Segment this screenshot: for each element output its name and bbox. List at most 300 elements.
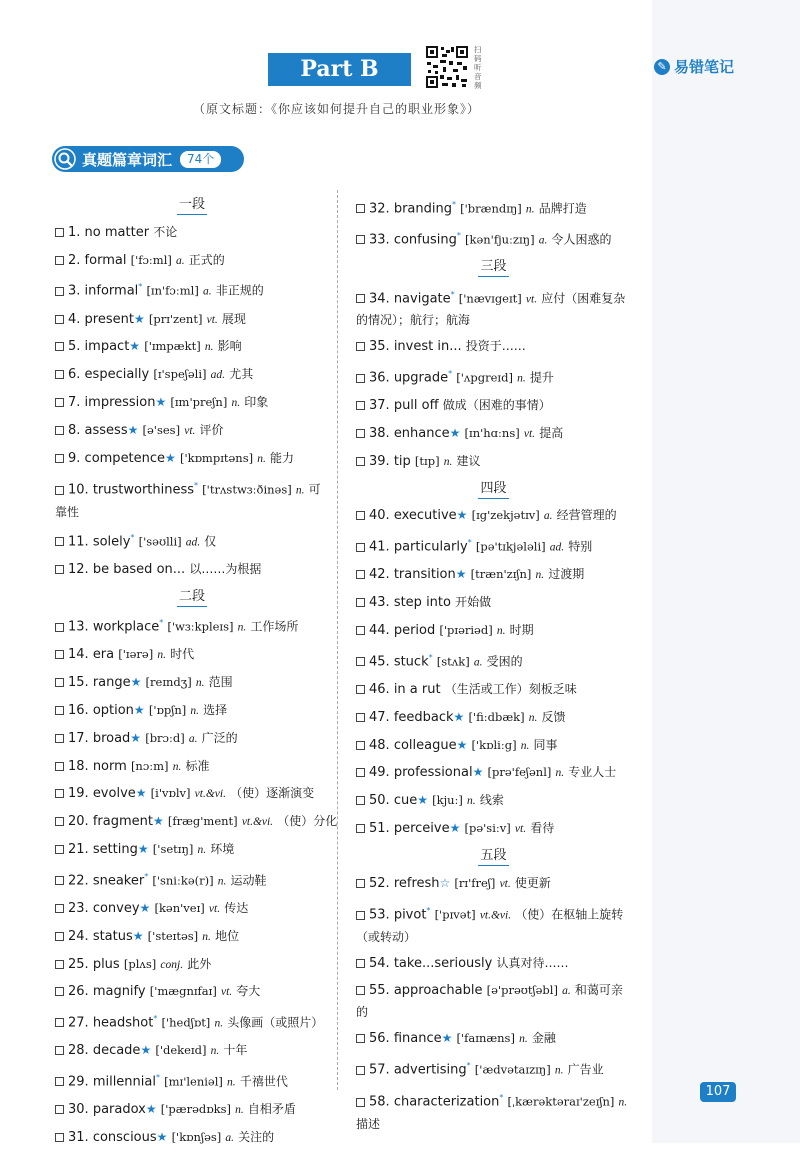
star-icon: ★ [441, 1031, 453, 1046]
item-definition: （使）在枢轴上旋转（或转动） [356, 907, 624, 944]
frequency-mark-icon: * [466, 1061, 471, 1071]
star-icon: ★ [140, 1043, 152, 1058]
item-phonetic: ['nævɪgeɪt] [458, 291, 522, 306]
item-phonetic: ['səʊlli] [138, 533, 182, 548]
checkbox-icon[interactable] [356, 511, 365, 520]
checkbox-icon[interactable] [356, 768, 365, 777]
checkbox-icon[interactable] [55, 789, 64, 798]
vocab-item [356, 645, 631, 676]
checkbox-icon[interactable] [55, 426, 64, 435]
item-phonetic: ['trʌstwɜːðinəs] [202, 482, 292, 497]
star-icon: ★ [455, 567, 467, 582]
item-definition: 正式的 [188, 252, 225, 267]
item-number: 52. [369, 875, 394, 891]
item-phonetic: [kən'veɪ] [154, 900, 205, 915]
item-pos: vt. [523, 428, 536, 441]
item-pos: n. [295, 484, 305, 497]
item-definition: 传达 [224, 900, 249, 915]
item-pos: a. [543, 510, 553, 523]
item-number: 31. [68, 1130, 93, 1145]
item-definition: 千禧世代 [239, 1074, 288, 1089]
checkbox-icon[interactable] [356, 685, 365, 694]
item-pos: a. [538, 234, 548, 247]
item-pos: vt. [499, 877, 511, 890]
item-phonetic: [mɪ'leniəl] [164, 1074, 223, 1089]
item-word: in a rut [393, 681, 441, 697]
vocab-item [356, 530, 631, 561]
checkbox-icon[interactable] [55, 706, 64, 715]
item-word: evolve [92, 786, 136, 802]
star-icon: ★ [129, 339, 141, 354]
checkbox-icon[interactable] [356, 657, 365, 666]
checkbox-icon[interactable] [356, 741, 365, 750]
star-icon: ★ [145, 1102, 157, 1117]
item-phonetic: ['wɜːkpleɪs] [167, 619, 234, 634]
item-number: 14. [68, 647, 93, 663]
star-icon: ★ [127, 422, 139, 437]
vocab-item [356, 192, 631, 223]
item-pos: vt.&vi. [194, 788, 226, 801]
item-word: stuck [393, 654, 429, 670]
vocab-item [55, 445, 329, 473]
checkbox-icon[interactable] [356, 543, 365, 552]
item-pos: n. [555, 767, 565, 780]
item-definition: （使）分化 [277, 814, 338, 829]
item-word: characterization [393, 1094, 500, 1110]
item-pos: n. [443, 455, 453, 468]
checkbox-icon[interactable] [356, 570, 365, 579]
item-phonetic: [prə'feʃənl] [487, 765, 552, 780]
item-number: 10. [68, 482, 93, 498]
vocab-item [55, 864, 329, 895]
item-number: 32. [369, 201, 394, 217]
item-pos: n. [195, 677, 205, 690]
item-pos: a. [176, 254, 185, 267]
item-definition: 时代 [170, 647, 195, 662]
item-word: enhance [393, 426, 450, 442]
item-phonetic: ['mægnɪfaɪ] [149, 984, 217, 999]
checkbox-icon[interactable] [55, 960, 64, 969]
item-definition: 专业人士 [568, 765, 617, 780]
item-pos: ad. [549, 541, 565, 554]
item-number: 12. [68, 561, 93, 577]
checkbox-icon[interactable] [55, 1018, 64, 1027]
item-phonetic: ['ʌpgreɪd] [456, 370, 513, 385]
item-word: navigate [393, 291, 451, 307]
item-phonetic: ['pɪvət] [434, 907, 476, 922]
star-icon: ★ [152, 814, 164, 829]
vocab-item [356, 704, 631, 732]
item-word: tip [393, 453, 411, 469]
item-pos: a. [202, 285, 212, 298]
vocab-item [55, 836, 329, 864]
item-number: 7. [68, 394, 85, 410]
item-definition: 广告业 [567, 1062, 604, 1077]
item-definition: 提升 [529, 370, 554, 385]
checkbox-icon[interactable] [55, 537, 64, 546]
item-definition: 标准 [185, 758, 210, 773]
checkbox-icon[interactable] [356, 1066, 365, 1075]
checkbox-icon[interactable] [55, 650, 64, 659]
vocab-item [356, 759, 631, 787]
item-phonetic: [ɪn'hɑːns] [464, 426, 520, 441]
item-phonetic: ['ɪərə] [118, 647, 154, 662]
item-pos: n. [214, 1017, 224, 1030]
frequency-mark-icon: * [448, 369, 453, 379]
checkbox-icon[interactable] [356, 457, 365, 466]
item-word: formal [84, 252, 127, 268]
vocab-item [55, 274, 329, 305]
frequency-mark-icon: * [159, 618, 164, 628]
section-heading-3: 三段 [356, 254, 631, 281]
item-number: 13. [68, 619, 93, 635]
part-label: Part B [268, 53, 411, 86]
checkbox-icon[interactable] [356, 1034, 365, 1043]
checkbox-icon[interactable] [356, 374, 365, 383]
star-icon: ★ [139, 900, 151, 915]
vocab-item [356, 950, 631, 978]
vocab-item [55, 472, 329, 524]
checkbox-icon[interactable] [55, 228, 64, 237]
vocab-item [356, 787, 631, 815]
item-phonetic: [ɪn'fɔːml] [146, 283, 199, 298]
item-word: era [92, 647, 115, 663]
item-definition: 不论 [153, 224, 178, 239]
checkbox-icon[interactable] [356, 235, 365, 244]
item-number: 58. [369, 1094, 394, 1110]
item-phonetic: [fræg'ment] [167, 814, 238, 829]
item-word: period [393, 623, 436, 638]
checkbox-icon[interactable] [356, 401, 365, 410]
vocab-item [356, 977, 631, 1025]
item-number: 20. [68, 814, 93, 830]
item-phonetic: [træn'zɪʃn] [470, 567, 532, 582]
star-icon: ★ [456, 737, 468, 752]
item-phonetic: [rɪ'freʃ] [454, 875, 496, 890]
item-number: 48. [369, 737, 394, 753]
item-pos: a. [562, 985, 571, 998]
item-definition: （使）逐渐演变 [230, 786, 315, 801]
checkbox-icon[interactable] [356, 342, 365, 351]
checkbox-icon[interactable] [55, 762, 64, 771]
checkbox-icon[interactable] [356, 911, 365, 920]
frequency-mark-icon: * [130, 532, 135, 542]
frequency-mark-icon: * [194, 481, 199, 491]
item-word: informal [84, 283, 139, 299]
item-definition: 开始做 [455, 595, 492, 610]
vocab-item [356, 361, 631, 392]
vocab-item [55, 333, 329, 361]
star-icon: ★ [449, 820, 461, 835]
vocab-item [55, 219, 329, 247]
item-pos: n. [618, 1096, 628, 1109]
item-word: workplace [92, 619, 160, 635]
item-pos: n. [496, 625, 506, 637]
item-number: 47. [369, 709, 394, 725]
item-word: confusing [393, 232, 457, 248]
item-pos: vt. [208, 902, 221, 915]
checkbox-icon[interactable] [55, 370, 64, 379]
checkbox-icon[interactable] [356, 959, 365, 968]
item-phonetic: ['ɒpʃn] [148, 703, 187, 718]
vocab-item [55, 808, 338, 836]
item-definition: 建议 [456, 453, 481, 468]
item-number: 43. [369, 595, 394, 611]
item-pos: n. [235, 1104, 244, 1117]
checkbox-icon[interactable] [356, 1098, 365, 1107]
item-number: 50. [369, 793, 394, 809]
item-word: headshot [92, 1015, 154, 1031]
item-pos: n. [535, 569, 545, 582]
item-phonetic: [kjuː] [432, 793, 463, 808]
item-definition: 地位 [215, 928, 240, 943]
checkbox-icon[interactable] [55, 256, 64, 265]
checkbox-icon[interactable] [356, 626, 365, 635]
item-phonetic: [ɪm'preʃn] [170, 394, 228, 409]
vocab-item [356, 676, 631, 704]
item-number: 42. [369, 567, 394, 583]
item-number: 30. [68, 1102, 93, 1118]
item-phonetic: ['faɪnæns] [456, 1031, 515, 1046]
checkbox-icon[interactable] [55, 398, 64, 407]
checkbox-icon[interactable] [55, 1133, 64, 1142]
checkbox-icon[interactable] [55, 1105, 64, 1114]
item-word: impact [84, 339, 130, 355]
checkbox-icon[interactable] [55, 904, 64, 913]
item-number: 9. [68, 450, 85, 466]
checkbox-icon[interactable] [55, 845, 64, 854]
item-phonetic: ['ɪmpækt] [144, 339, 201, 354]
item-phonetic: [stʌk] [436, 654, 470, 669]
item-phonetic: ['brændɪŋ] [460, 201, 522, 216]
item-definition: 工作场所 [250, 619, 299, 634]
item-pos: ad. [185, 535, 201, 548]
star-icon: ★ [135, 786, 147, 801]
item-pos: n. [157, 649, 166, 662]
item-pos: n. [517, 372, 526, 385]
item-definition: 影响 [217, 339, 242, 354]
item-pos: n. [227, 1076, 236, 1089]
item-number: 57. [369, 1062, 394, 1078]
item-pos: vt. [206, 313, 218, 326]
item-number: 27. [68, 1015, 93, 1031]
brand-label [654, 56, 734, 77]
item-definition: 特别 [568, 539, 593, 554]
item-phonetic: [reɪndʒ] [145, 675, 192, 690]
item-phonetic: [ˌkærəktəraɪ'zeɪʃn] [507, 1094, 615, 1109]
item-word: be based on... [92, 561, 186, 577]
item-number: 24. [68, 928, 93, 944]
vocab-item [55, 417, 329, 445]
page-number: 107 [700, 1082, 736, 1102]
vocab-item [55, 1006, 329, 1037]
item-definition: 选择 [203, 703, 228, 718]
checkbox-icon[interactable] [356, 294, 365, 303]
item-number: 45. [369, 654, 394, 670]
checkbox-icon[interactable] [55, 287, 64, 296]
item-pos: n. [519, 1033, 528, 1046]
item-pos: n. [190, 705, 199, 718]
item-number: 22. [68, 873, 93, 889]
checkbox-icon[interactable] [55, 623, 64, 632]
checkbox-icon[interactable] [55, 565, 64, 574]
item-pos: n. [257, 452, 266, 465]
vocab-count-badge: 74个 [180, 151, 221, 168]
star-icon: ★ [472, 765, 484, 780]
item-definition: 十年 [223, 1043, 248, 1058]
item-phonetic: [tɪp] [414, 453, 440, 468]
checkbox-icon[interactable] [55, 454, 64, 463]
item-number: 37. [369, 398, 394, 414]
checkbox-icon[interactable] [55, 876, 64, 885]
item-phonetic: [prɪ'zent] [148, 311, 203, 326]
item-definition: 令人困惑的 [551, 232, 612, 247]
vocab-item [55, 1124, 329, 1152]
article-subtitle: （原文标题：《你应该如何提升自己的职业形象》） [193, 102, 481, 116]
item-number: 1. [68, 224, 85, 240]
frequency-mark-icon: * [467, 538, 472, 548]
item-pos: n. [210, 1045, 220, 1058]
checkbox-icon[interactable] [55, 342, 64, 351]
item-definition: 品牌打造 [538, 201, 587, 216]
item-number: 25. [68, 956, 93, 972]
vocab-item [55, 1096, 329, 1124]
item-definition: 同事 [533, 737, 558, 752]
item-word: perceive [393, 820, 450, 836]
vocab-item [356, 870, 631, 898]
item-word: take...seriously [393, 955, 493, 971]
brand-text: 易错笔记 [674, 58, 735, 76]
checkbox-icon[interactable] [356, 796, 365, 805]
item-pos: vt.&vi. [241, 816, 274, 829]
vocab-item [55, 697, 329, 725]
checkbox-icon[interactable] [356, 598, 365, 607]
item-definition: 过渡期 [548, 567, 585, 582]
item-pos: conj. [160, 958, 184, 971]
item-word: executive [393, 508, 457, 524]
item-word: trustworthiness [92, 482, 195, 498]
item-definition: 时期 [509, 623, 534, 637]
checkbox-icon[interactable] [356, 204, 365, 213]
checkbox-icon[interactable] [55, 932, 64, 941]
item-number: 41. [369, 539, 394, 555]
checkbox-icon[interactable] [356, 986, 365, 995]
vocab-item [356, 502, 631, 530]
item-pos: n. [525, 203, 535, 216]
item-number: 38. [369, 426, 394, 442]
item-phonetic: ['pærədɒks] [160, 1102, 231, 1117]
item-phonetic: [nɔːm] [130, 758, 169, 773]
item-number: 53. [369, 907, 394, 923]
item-definition: 经营管理的 [556, 508, 617, 523]
item-phonetic: ['fɔːml] [130, 252, 172, 267]
item-word: pivot [393, 907, 427, 923]
qr-code-icon[interactable] [425, 45, 469, 89]
section-heading-2: 二段 [55, 584, 329, 611]
checkbox-icon[interactable] [55, 315, 64, 324]
pen-circle-icon: ✎ [654, 59, 670, 75]
item-word: colleague [393, 737, 457, 753]
vocab-item [55, 361, 329, 389]
item-number: 29. [68, 1074, 93, 1090]
vocab-item [55, 306, 329, 334]
item-phonetic: [pə'tɪkjələli] [475, 539, 546, 554]
item-number: 16. [68, 703, 93, 719]
vocab-item [55, 895, 329, 923]
item-definition: 做成（困难的事情） [442, 398, 551, 413]
vocab-item [356, 420, 631, 448]
item-word: finance [393, 1031, 442, 1047]
vocab-item [55, 610, 329, 641]
vocab-item [55, 1065, 329, 1096]
item-phonetic: ['hedʃɒt] [161, 1015, 211, 1030]
item-definition: 评价 [199, 422, 224, 437]
item-phonetic: [ə'ses] [142, 422, 181, 437]
star-icon: ★ [453, 709, 465, 724]
item-pos: a. [473, 656, 483, 669]
checkbox-icon[interactable] [55, 734, 64, 743]
item-definition: 广泛的 [201, 730, 238, 745]
checkbox-icon[interactable] [55, 486, 64, 495]
item-phonetic: ['dekeɪd] [155, 1043, 207, 1058]
item-definition: 提高 [539, 426, 564, 441]
star-icon: ★ [155, 394, 167, 409]
vocab-item [55, 923, 329, 951]
item-word: paradox [92, 1102, 146, 1118]
item-phonetic: [kən'fjuːzɪŋ] [465, 232, 535, 247]
item-definition: 应付（困难复杂的情况）；航行；航海 [356, 291, 626, 328]
item-number: 26. [68, 984, 93, 1000]
item-word: fragment [92, 814, 153, 830]
item-number: 8. [68, 422, 85, 438]
vocab-item [356, 897, 631, 949]
item-definition: 线索 [479, 793, 504, 808]
item-word: competence [84, 450, 166, 466]
checkbox-icon[interactable] [356, 713, 365, 722]
item-word: pull off [393, 398, 439, 414]
checkbox-icon[interactable] [356, 879, 365, 888]
section-heading-1: 一段 [55, 192, 329, 219]
star-icon: ★ [130, 675, 142, 690]
item-number: 5. [68, 339, 85, 355]
item-phonetic: [brɔːd] [145, 730, 185, 745]
frequency-mark-icon: * [138, 282, 143, 292]
item-number: 33. [369, 232, 394, 248]
item-word: sneaker [92, 873, 145, 889]
item-number: 39. [369, 453, 394, 469]
item-word: especially [84, 367, 150, 383]
item-word: option [92, 703, 134, 719]
checkbox-icon[interactable] [55, 678, 64, 687]
item-definition: 反馈 [541, 709, 566, 724]
star-icon: ★ [165, 450, 176, 465]
checkbox-icon[interactable] [356, 824, 365, 833]
checkbox-icon[interactable] [55, 987, 64, 996]
star-icon: ☆ [439, 875, 451, 890]
checkbox-icon[interactable] [356, 429, 365, 438]
item-number: 46. [369, 681, 394, 697]
item-word: impression [84, 394, 156, 410]
item-pos: a. [225, 1132, 235, 1144]
checkbox-icon[interactable] [55, 1077, 64, 1086]
frequency-mark-icon: * [451, 200, 456, 209]
item-definition: 尤其 [229, 367, 254, 382]
item-definition: 以……为根据 [189, 561, 262, 576]
checkbox-icon[interactable] [55, 817, 64, 826]
checkbox-icon[interactable] [55, 1046, 64, 1055]
item-word: plus [92, 956, 120, 972]
item-definition: 印象 [244, 394, 269, 409]
